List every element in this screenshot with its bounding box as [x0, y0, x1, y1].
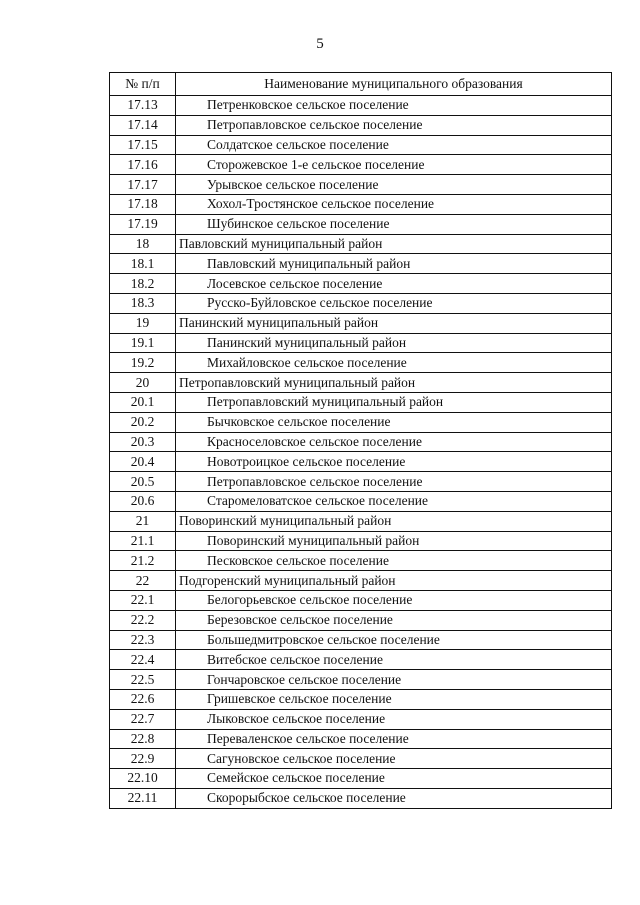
municipality-name-cell: Петропавловское сельское поселение: [176, 115, 612, 135]
municipality-name-cell: Сагуновское сельское поселение: [176, 749, 612, 769]
table-row: [110, 214, 612, 234]
table-row: [110, 333, 612, 353]
table-row: [110, 452, 612, 472]
table-header-row: [110, 73, 612, 96]
table-row: [110, 392, 612, 412]
municipality-name-cell: Петропавловский муниципальный район: [176, 392, 612, 412]
row-number-cell: 20: [110, 373, 176, 393]
row-number-cell: 17.15: [110, 135, 176, 155]
table-row: [110, 709, 612, 729]
table-row: [110, 650, 612, 670]
municipality-name-cell: Михайловское сельское поселение: [176, 353, 612, 373]
row-number-cell: 18.1: [110, 254, 176, 274]
table-row: [110, 234, 612, 254]
municipality-name-cell: Витебское сельское поселение: [176, 650, 612, 670]
table-row: [110, 531, 612, 551]
page-number: 5: [316, 36, 324, 52]
municipality-name-cell: Петропавловское сельское поселение: [176, 472, 612, 492]
row-number-cell: 20.3: [110, 432, 176, 452]
municipality-name-cell: Петропавловский муниципальный район: [176, 373, 612, 393]
table-row: [110, 670, 612, 690]
row-number-cell: 22.5: [110, 670, 176, 690]
municipality-name-cell: Старомеловатское сельское поселение: [176, 491, 612, 511]
row-number-cell: 22.2: [110, 610, 176, 630]
municipality-name-cell: Солдатское сельское поселение: [176, 135, 612, 155]
municipality-table: [109, 72, 612, 809]
municipality-name-cell: Сторожевское 1-е сельское поселение: [176, 155, 612, 175]
row-number-cell: 22.8: [110, 729, 176, 749]
row-number-cell: 17.14: [110, 115, 176, 135]
table-row: [110, 135, 612, 155]
column-header-name: Наименование муниципального образования: [176, 73, 612, 96]
municipality-name-cell: Песковское сельское поселение: [176, 551, 612, 571]
row-number-cell: 18: [110, 234, 176, 254]
table-row: [110, 194, 612, 214]
table-row: [110, 432, 612, 452]
table-row: [110, 293, 612, 313]
table-row: [110, 472, 612, 492]
row-number-cell: 22.3: [110, 630, 176, 650]
municipality-name-cell: Семейское сельское поселение: [176, 769, 612, 789]
table-row: [110, 274, 612, 294]
municipality-name-cell: Панинский муниципальный район: [176, 313, 612, 333]
table-row: [110, 630, 612, 650]
row-number-cell: 18.3: [110, 293, 176, 313]
municipality-name-cell: Шубинское сельское поселение: [176, 214, 612, 234]
row-number-cell: 22.11: [110, 788, 176, 808]
municipality-name-cell: Поворинский муниципальный район: [176, 531, 612, 551]
municipality-name-cell: Урывское сельское поселение: [176, 175, 612, 195]
municipality-name-cell: Гончаровское сельское поселение: [176, 670, 612, 690]
row-number-cell: 22: [110, 571, 176, 591]
municipality-name-cell: Белогорьевское сельское поселение: [176, 590, 612, 610]
row-number-cell: 21.2: [110, 551, 176, 571]
municipality-name-cell: Новотроицкое сельское поселение: [176, 452, 612, 472]
row-number-cell: 20.1: [110, 392, 176, 412]
table-row: [110, 491, 612, 511]
municipality-name-cell: Березовское сельское поселение: [176, 610, 612, 630]
row-number-cell: 17.18: [110, 194, 176, 214]
municipality-name-cell: Павловский муниципальный район: [176, 234, 612, 254]
table-body: [110, 96, 612, 809]
row-number-cell: 17.19: [110, 214, 176, 234]
row-number-cell: 19: [110, 313, 176, 333]
table-row: [110, 729, 612, 749]
municipality-name-cell: Панинский муниципальный район: [176, 333, 612, 353]
table-row: [110, 353, 612, 373]
row-number-cell: 20.2: [110, 412, 176, 432]
row-number-cell: 20.6: [110, 491, 176, 511]
table-row: [110, 115, 612, 135]
row-number-cell: 22.1: [110, 590, 176, 610]
row-number-cell: 18.2: [110, 274, 176, 294]
table-row: [110, 590, 612, 610]
row-number-cell: 17.17: [110, 175, 176, 195]
table-row: [110, 155, 612, 175]
municipality-name-cell: Лыковское сельское поселение: [176, 709, 612, 729]
column-header-number: № п/п: [110, 73, 176, 96]
table-row: [110, 571, 612, 591]
table-row: [110, 96, 612, 116]
municipality-name-cell: Бычковское сельское поселение: [176, 412, 612, 432]
row-number-cell: 19.2: [110, 353, 176, 373]
row-number-cell: 19.1: [110, 333, 176, 353]
row-number-cell: 22.9: [110, 749, 176, 769]
row-number-cell: 17.16: [110, 155, 176, 175]
municipality-name-cell: Переваленское сельское поселение: [176, 729, 612, 749]
table-row: [110, 313, 612, 333]
municipality-name-cell: Подгоренский муниципальный район: [176, 571, 612, 591]
municipality-name-cell: Лосевское сельское поселение: [176, 274, 612, 294]
row-number-cell: 22.10: [110, 769, 176, 789]
table-row: [110, 511, 612, 531]
row-number-cell: 21: [110, 511, 176, 531]
municipality-name-cell: Поворинский муниципальный район: [176, 511, 612, 531]
municipality-name-cell: Красноселовское сельское поселение: [176, 432, 612, 452]
table-row: [110, 749, 612, 769]
municipality-name-cell: Павловский муниципальный район: [176, 254, 612, 274]
row-number-cell: 22.4: [110, 650, 176, 670]
municipality-name-cell: Хохол-Тростянское сельское поселение: [176, 194, 612, 214]
table-row: [110, 254, 612, 274]
table-row: [110, 175, 612, 195]
table-row: [110, 551, 612, 571]
table-row: [110, 610, 612, 630]
table-row: [110, 373, 612, 393]
table-row: [110, 412, 612, 432]
table-row: [110, 689, 612, 709]
municipality-name-cell: Большедмитровское сельское поселение: [176, 630, 612, 650]
row-number-cell: 21.1: [110, 531, 176, 551]
table-row: [110, 769, 612, 789]
row-number-cell: 20.5: [110, 472, 176, 492]
row-number-cell: 22.6: [110, 689, 176, 709]
municipality-name-cell: Русско-Буйловское сельское поселение: [176, 293, 612, 313]
row-number-cell: 22.7: [110, 709, 176, 729]
table-row: [110, 788, 612, 808]
municipality-name-cell: Петренковское сельское поселение: [176, 96, 612, 116]
row-number-cell: 17.13: [110, 96, 176, 116]
municipality-name-cell: Гришевское сельское поселение: [176, 689, 612, 709]
municipality-name-cell: Скорорыбское сельское поселение: [176, 788, 612, 808]
row-number-cell: 20.4: [110, 452, 176, 472]
